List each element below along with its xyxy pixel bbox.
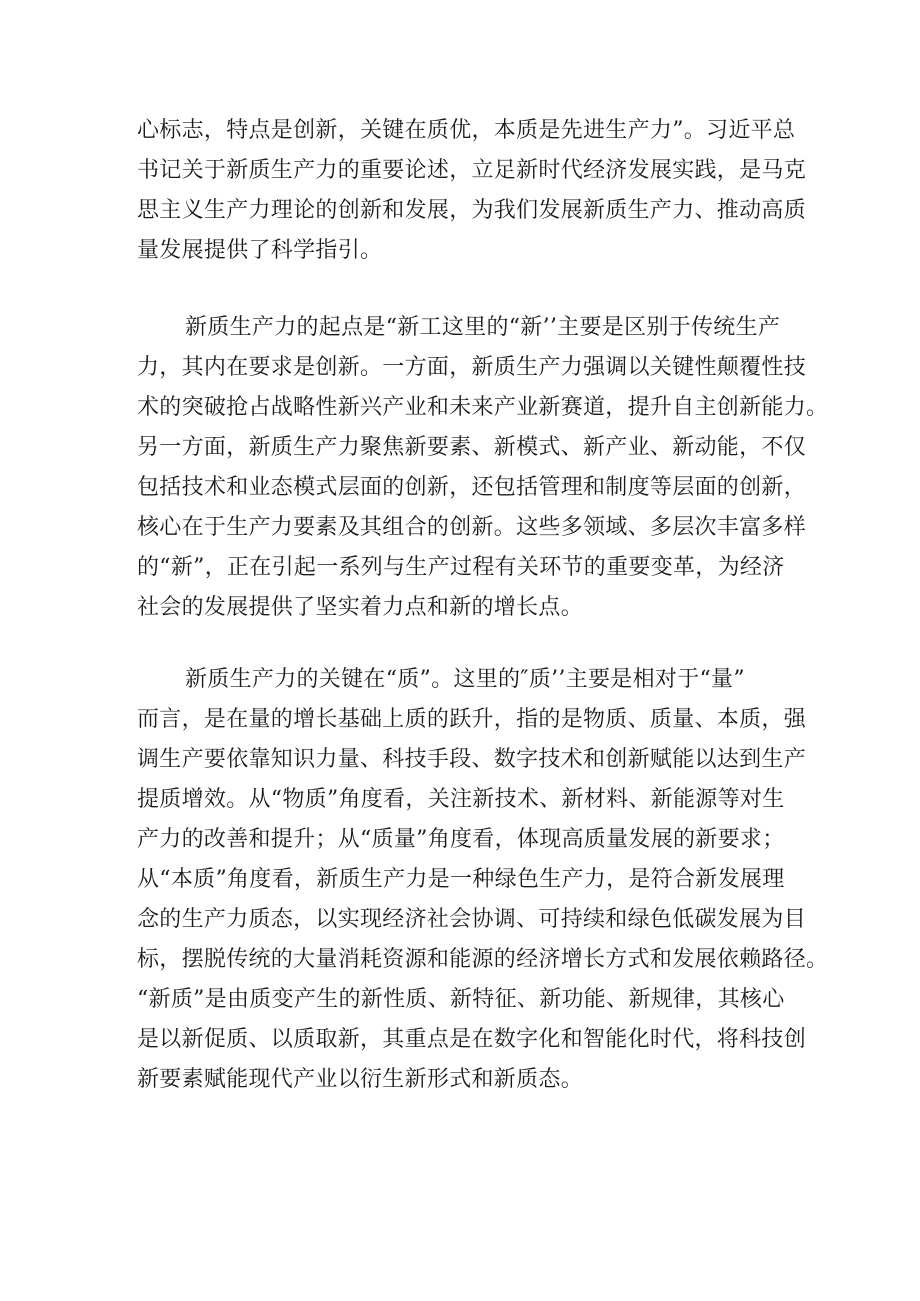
text-line: 从“本质”角度看，新质生产力是一种绿色生产力，是符合新发展理 (137, 867, 785, 892)
text-line: 而言，是在量的增长基础上质的跃升，指的是物质、质量、本质，强 (137, 707, 807, 732)
text-line: 产力的改善和提升；从“质量”角度看，体现高质量发展的新要求； (137, 827, 785, 852)
text-line: “新质”是由质变产生的新性质、新特征、新功能、新规律，其核心 (137, 987, 785, 1012)
text-line: 新质生产力的关键在“质”。这里的″质’’主要是相对于“量” (185, 667, 745, 692)
text-line: 量发展提供了科学指引。 (137, 238, 383, 263)
text-line: 另一方面，新质生产力聚焦新要素、新模式、新产业、新动能，不仅 (137, 435, 807, 460)
text-line: 书记关于新质生产力的重要论述，立足新时代经济发展实践，是马克 (137, 158, 807, 183)
text-line: 是以新促质、以质取新，其重点是在数字化和智能化时代，将科技创 (137, 1027, 807, 1052)
text-line: 社会的发展提供了坚实着力点和新的增长点。 (137, 595, 584, 620)
paragraph-3 (137, 660, 829, 1100)
text-line: 力，其内在要求是创新。一方面，新质生产力强调以关键性颠覆性技 (137, 355, 807, 380)
paragraph-1 (137, 111, 807, 271)
text-line: 标，摆脱传统的大量消耗资源和能源的经济增长方式和发展依赖路径。 (137, 947, 829, 972)
text-line: 的“新”，正在引起一系列与生产过程有关环节的重要变革，为经济 (137, 555, 785, 580)
text-line: 新要素赋能现代产业以衍生新形式和新质态。 (137, 1067, 584, 1092)
text-line: 提质增效。从“物质”角度看，关注新技术、新材料、新能源等对生 (137, 787, 785, 812)
text-line: 念的生产力质态，以实现经济社会协调、可持续和绿色低碳发展为目 (137, 907, 807, 932)
text-line: 调生产要依靠知识力量、科技手段、数字技术和创新赋能以达到生产 (137, 747, 807, 772)
text-line: 术的突破抢占战略性新兴产业和未来产业新赛道，提升自主创新能力。 (137, 395, 829, 420)
text-line: 核心在于生产力要素及其组合的创新。这些多领域、多层次丰富多样 (137, 515, 807, 540)
text-line: 新质生产力的起点是“新工这里的“新’’主要是区别于传统生产 (185, 315, 781, 340)
text-line: 包括技术和业态模式层面的创新，还包括管理和制度等层面的创新， (137, 475, 807, 500)
text-line: 心标志，特点是创新，关键在质优，本质是先进生产力”。习近平总 (137, 118, 796, 143)
text-line: 思主义生产力理论的创新和发展，为我们发展新质生产力、推动高质 (137, 198, 807, 223)
paragraph-2 (137, 308, 829, 628)
